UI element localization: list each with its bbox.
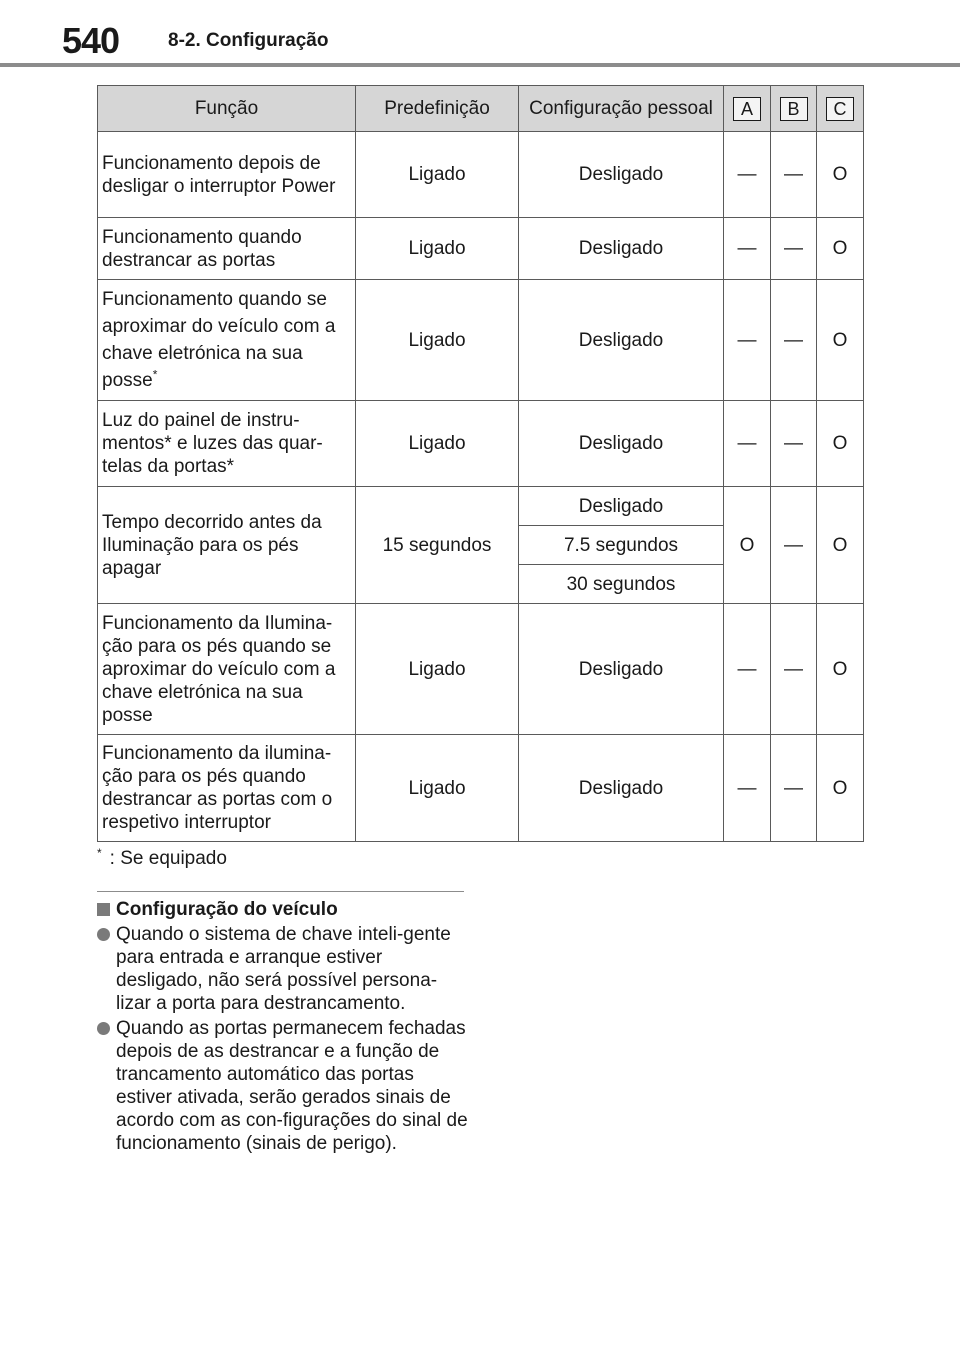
table-row [98,218,864,280]
column-header-personal: Configuração pessoal [519,86,724,132]
section-title: 8-2. Configuração [168,30,329,51]
c-cell: O [817,280,864,401]
function-cell: Funcionamento da ilumina-ção para os pés quando destrancar as portas com o respetivo interruptor [98,735,356,842]
default-cell: Ligado [356,218,519,280]
personal-cell: Desligado [519,132,724,218]
personal-cell: Desligado [519,735,724,842]
c-cell: O [817,218,864,280]
personal-cell: Desligado [519,218,724,280]
list-item [97,1017,469,1155]
column-header-function: Função [98,86,356,132]
b-cell: — [771,132,817,218]
a-cell: — [724,401,771,487]
column-header-a [724,86,771,132]
c-cell: O [817,132,864,218]
table-row [98,604,864,735]
footnote-mark: * [97,845,102,860]
default-cell: 15 segundos [356,487,519,604]
c-cell: O [817,735,864,842]
a-cell: — [724,604,771,735]
note-text: Quando as portas permanecem fechadas depois de as destrancar e a função de trancamento automático das portas estiver ativada, serão gerados sinais de acordo com as con-figurações do sinal de funcionamento (sinais de perigo). [116,1018,468,1154]
column-header-c [817,86,864,132]
c-cell: O [817,487,864,604]
letter-a-box: A [733,97,761,121]
b-cell: — [771,280,817,401]
function-cell: Funcionamento da Ilumina-ção para os pés quando se aproximar do veículo com a chave eletrónica na sua posse [98,604,356,735]
notes-heading [97,898,469,921]
function-cell [98,280,356,401]
personal-option-cell: 7.5 segundos [519,526,724,565]
function-cell: Tempo decorrido antes da Iluminação para os pés apagar [98,487,356,604]
square-bullet-icon [97,903,110,916]
a-cell: — [724,735,771,842]
a-cell: — [724,132,771,218]
table-row [98,132,864,218]
personal-cell: Desligado [519,401,724,487]
table-row [98,487,864,526]
b-cell: — [771,604,817,735]
default-cell: Ligado [356,280,519,401]
b-cell: — [771,218,817,280]
c-cell: O [817,604,864,735]
a-cell: — [724,280,771,401]
letter-b-box: B [780,97,808,121]
column-header-default: Predefinição [356,86,519,132]
personal-cell: Desligado [519,604,724,735]
default-cell: Ligado [356,401,519,487]
function-cell: Funcionamento quando destrancar as portas [98,218,356,280]
personal-option-cell: 30 segundos [519,565,724,604]
default-cell: Ligado [356,132,519,218]
circle-bullet-icon [97,1022,110,1035]
personal-option-cell: Desligado [519,487,724,526]
default-cell: Ligado [356,735,519,842]
b-cell: — [771,401,817,487]
footnote-mark: * [152,367,158,382]
function-cell: Funcionamento depois de desligar o interruptor Power [98,132,356,218]
letter-c-box: C [826,97,854,121]
column-header-b [771,86,817,132]
function-text: Funcionamento quando se aproximar do veículo com a chave eletrónica na sua posse [102,289,336,391]
note-text: Quando o sistema de chave inteli-gente para entrada e arranque estiver desligado, não será possível persona-lizar a porta para destrancamento. [116,924,451,1014]
default-cell: Ligado [356,604,519,735]
personal-cell: Desligado [519,280,724,401]
table-row [98,401,864,487]
table-row [98,735,864,842]
b-cell: — [771,735,817,842]
a-cell: — [724,218,771,280]
footnote-text: : Se equipado [109,848,227,869]
b-cell: — [771,487,817,604]
table-row [98,280,864,401]
header-rule [0,63,960,67]
notes-heading-text: Configuração do veículo [116,899,338,920]
list-item [97,923,469,1015]
table-header-row [98,86,864,132]
function-cell: Luz do painel de instru-mentos* e luzes das quar-telas da portas* [98,401,356,487]
circle-bullet-icon [97,928,110,941]
a-cell: O [724,487,771,604]
footnote [97,845,227,870]
settings-table [97,85,864,842]
c-cell: O [817,401,864,487]
notes-divider [97,891,464,892]
page-number: 540 [62,20,120,61]
notes-section [97,898,469,1157]
